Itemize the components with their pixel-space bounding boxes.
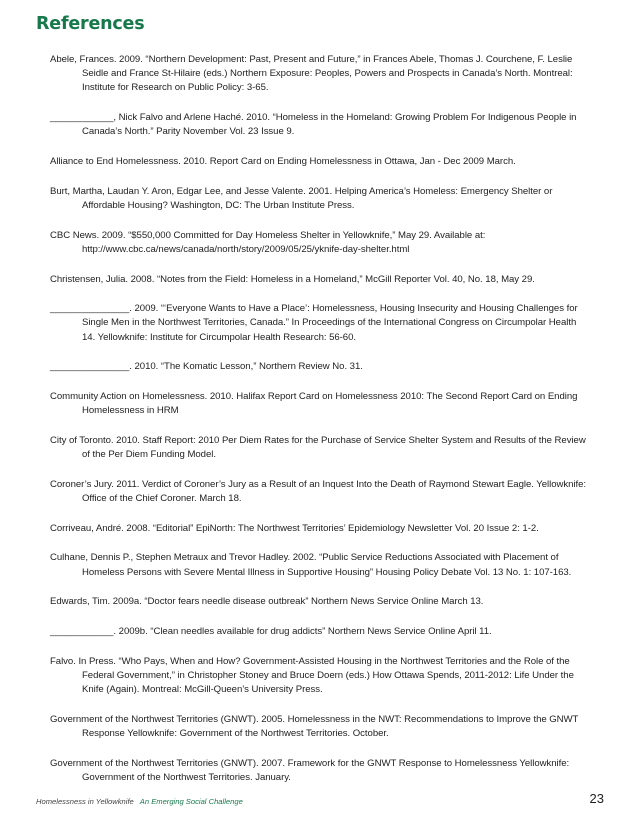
page-heading: References [36,14,145,34]
reference-entry: Coroner’s Jury. 2011. Verdict of Coroner’s Jury as a Result of an Inquest Into the Death of Raymond Stewart Eagle. Yellowknife: Office of the Chief Coroner. March 18. [50,478,586,505]
page-number: 23 [589,791,604,806]
reference-entry: _______________. 2009. “‘Everyone Wants to Have a Place’: Homelessness, Housing Insecurity and Housing Challenges for Single Men in the Northwest Territories, Canada.” In Proceedings of the International Congress on Circumpolar Health 14. Yellowknife: Institute for Circumpolar Health Research: 56-60. [50,303,578,343]
reference-list [50,53,592,801]
reference-entry: Corriveau, André. 2008. “Editorial” EpiNorth: The Northwest Territories’ Epidemiology Newsletter Vol. 20 Issue 2: 1-2. [50,522,539,534]
reference-entry: Culhane, Dennis P., Stephen Metraux and Trevor Hadley. 2002. “Public Service Reductions Associated with Placement of Homeless Persons with Severe Mental Illness in Supportive Housing” Housing Policy Debate Vol. 13 No. 1: 107-163. [50,552,572,578]
reference-entry: CBC News. 2009. “$550,000 Committed for Day Homeless Shelter in Yellowknife,” May 29. Available at: http://www.cbc.ca/news/canada/north/story/2009/05/25/yknife-day-shelter.html [50,229,486,255]
reference-entry: _______________. 2010. “The Komatic Lesson,” Northern Review No. 31. [50,361,363,373]
footer-title: Homelessness in Yellowknife [36,797,134,806]
reference-entry: Falvo. In Press. “Who Pays, When and How? Government-Assisted Housing in the Northwest Territories and the Role of the Federal Government,” in Christopher Stoney and Bruce Doern (eds.) How Ottawa Spends, 2011-2012: Life Under the Knife (Again). Montreal: McGill-Queen’s University Press. [50,655,574,696]
reference-entry: Abele, Frances. 2009. “Northern Development: Past, Present and Future,” in Frances Abele, Thomas J. Courchene, F. Leslie Seidle and France St-Hilaire (eds.) Northern Exposure: Peoples, Powers and Prospects in Canada’s North. Montreal: Institute for Research on Public Policy: 3-65. [50,54,573,94]
reference-entry: ____________, Nick Falvo and Arlene Haché. 2010. “Homeless in the Homeland: Growing Problem For Indigenous People in Canada’s North.” Parity November Vol. 23 Issue 9. [50,112,577,138]
reference-entry: Christensen, Julia. 2008. “Notes from the Field: Homeless in a Homeland,” McGill Reporter Vol. 40, No. 18, May 29. [50,273,535,285]
reference-entry: Government of the Northwest Territories (GNWT). 2005. Homelessness in the NWT: Recommendations to Improve the GNWT Response Yellowknife: Government of the Northwest Territories. October. [50,713,579,740]
reference-entry: Burt, Martha, Laudan Y. Aron, Edgar Lee, and Jesse Valente. 2001. Helping America’s Homeless: Emergency Shelter or Affordable Housing? Washington, DC: The Urban Institute Press. [50,185,553,211]
reference-entry: Alliance to End Homelessness. 2010. Report Card on Ending Homelessness in Ottawa, Jan - Dec 2009 March. [50,156,516,168]
reference-entry: Edwards, Tim. 2009a. “Doctor fears needle disease outbreak” Northern News Service Online March 13. [50,596,484,608]
footer-running-title [36,797,243,806]
footer-subtitle: An Emerging Social Challenge [139,797,243,806]
reference-entry: Community Action on Homelessness. 2010. Halifax Report Card on Homelessness 2010: The Second Report Card on Ending Homelessness in HRM [50,391,578,417]
reference-entry: Government of the Northwest Territories (GNWT). 2007. Framework for the GNWT Response to Homelessness Yellowknife: Government of the Northwest Territories. January. [50,757,570,783]
reference-entry: City of Toronto. 2010. Staff Report: 2010 Per Diem Rates for the Purchase of Service Shelter System and Results of the Review of the Per Diem Funding Model. [50,434,586,461]
reference-entry: ____________. 2009b. “Clean needles available for drug addicts” Northern News Service Online April 11. [50,626,492,638]
